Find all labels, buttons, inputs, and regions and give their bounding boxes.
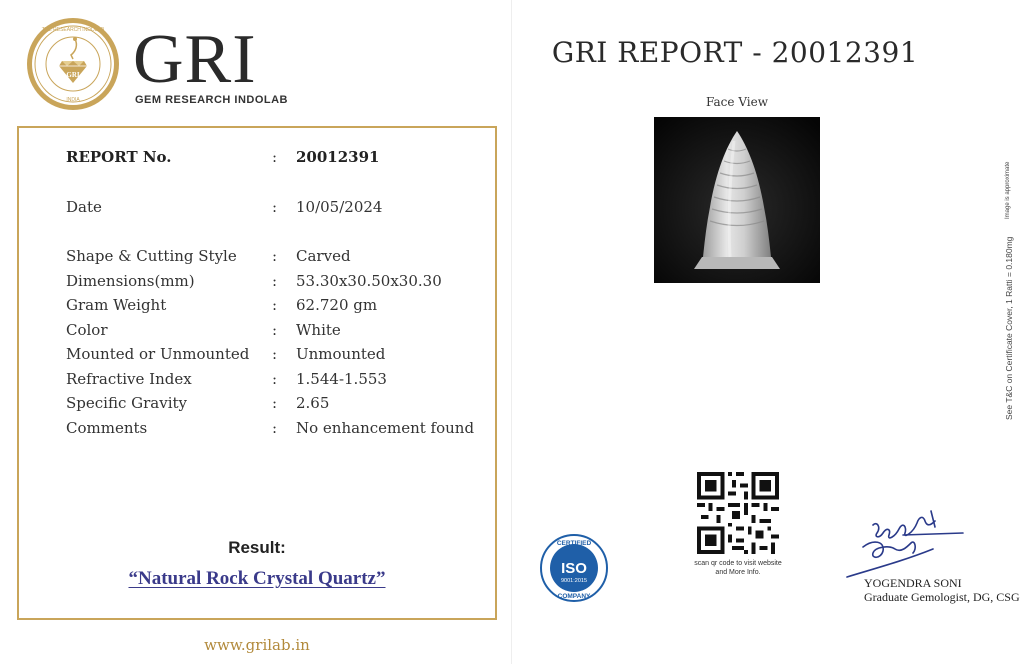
detail-label: REPORT No.	[66, 148, 172, 166]
detail-value: Unmounted	[296, 345, 386, 363]
detail-value: 20012391	[296, 148, 380, 166]
iso-top-text: CERTIFIED	[556, 540, 592, 547]
iso-number-text: 9001:2015	[561, 578, 587, 584]
detail-value: 1.544-1.553	[296, 370, 387, 388]
detail-label: Shape & Cutting Style	[66, 247, 237, 265]
detail-separator: :	[272, 247, 278, 265]
gri-seal-logo	[26, 17, 120, 111]
result-value-text: “Natural Rock Crystal Quartz”	[128, 568, 386, 589]
qr-caption-line1: scan qr code to visit website	[694, 560, 782, 567]
report-title: GRI REPORT - 20012391	[551, 36, 919, 69]
seal-top-text: THE RESEARCH INDOLAB	[41, 27, 105, 33]
seal-mid-text: GRI	[66, 71, 80, 79]
qr-caption	[682, 559, 794, 577]
detail-value: No enhancement found	[296, 419, 475, 437]
detail-value: 2.65	[296, 394, 330, 412]
brand-subtitle: GEM RESEARCH INDOLAB	[135, 94, 289, 106]
detail-label: Specific Gravity	[66, 394, 187, 412]
detail-separator: :	[272, 419, 278, 437]
gem-photo	[654, 117, 820, 283]
qr-code[interactable]	[697, 472, 779, 554]
image-approx-note: Image is approximate	[1005, 161, 1011, 219]
iso-certified-badge	[540, 534, 608, 602]
detail-label: Gram Weight	[66, 296, 167, 314]
detail-value: 53.30x30.50x30.30	[296, 272, 442, 290]
detail-label: Color	[66, 321, 108, 339]
website-link[interactable]: www.grilab.in	[204, 636, 310, 654]
detail-label: Refractive Index	[66, 370, 192, 388]
iso-main-text: ISO	[561, 560, 587, 577]
terms-note: See T&C on Certificate Cover, 1 Ratti = 0.180mg	[1004, 236, 1014, 420]
detail-separator: :	[272, 198, 278, 216]
qr-caption-line2: and More Info.	[715, 569, 761, 576]
gem-photo-illustration	[654, 117, 820, 283]
signature-image	[843, 503, 968, 581]
seal-bottom-text: INDIA	[66, 97, 80, 103]
detail-value: Carved	[296, 247, 351, 265]
brand-wordmark	[133, 21, 257, 98]
face-view-label: Face View	[706, 95, 768, 109]
brand-logo-text: GRI	[133, 21, 257, 98]
detail-separator: :	[272, 321, 278, 339]
detail-separator: :	[272, 272, 278, 290]
detail-separator: :	[272, 370, 278, 388]
detail-separator: :	[272, 148, 278, 166]
detail-separator: :	[272, 345, 278, 363]
detail-value: 10/05/2024	[296, 198, 383, 216]
detail-separator: :	[272, 296, 278, 314]
result-value	[19, 568, 495, 590]
detail-value: White	[296, 321, 341, 339]
detail-separator: :	[272, 394, 278, 412]
detail-label: Dimensions(mm)	[66, 272, 195, 290]
signatory-title: Graduate Gemologist, DG, CSG	[864, 590, 1020, 604]
result-label: Result:	[228, 538, 286, 557]
detail-label: Mounted or Unmounted	[66, 345, 250, 363]
detail-label: Date	[66, 198, 102, 216]
detail-value: 62.720 gm	[296, 296, 378, 314]
iso-bottom-text: COMPANY	[557, 593, 591, 600]
detail-label: Comments	[66, 419, 148, 437]
center-divider	[511, 0, 512, 664]
signatory-name: YOGENDRA SONI	[864, 576, 962, 590]
details-box	[17, 126, 497, 620]
